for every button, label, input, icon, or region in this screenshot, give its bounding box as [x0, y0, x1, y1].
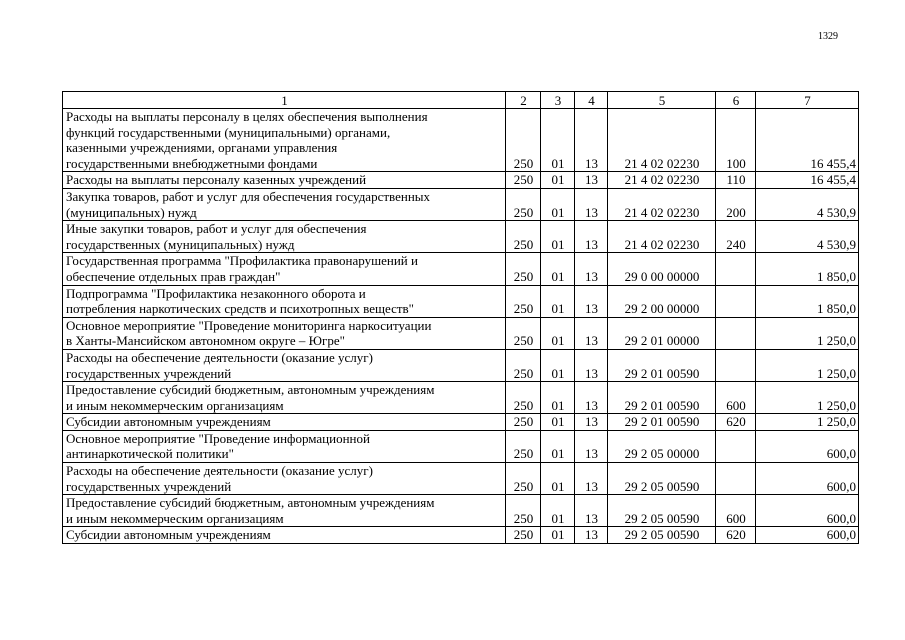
- cell-csr: 21 4 02 02230: [608, 221, 716, 253]
- cell-csr: 29 2 05 00590: [608, 463, 716, 495]
- cell-rz: 01: [541, 430, 575, 462]
- cell-sum: 4 530,9: [756, 188, 859, 220]
- cell-pr: 13: [575, 495, 608, 527]
- cell-rz: 01: [541, 349, 575, 381]
- cell-name: [63, 527, 506, 544]
- cell-name-line: Расходы на обеспечение деятельности (оказание услуг): [66, 463, 373, 479]
- cell-csr: 21 4 02 02230: [608, 109, 716, 172]
- cell-pr: 13: [575, 253, 608, 285]
- table-row: [63, 253, 859, 285]
- cell-sum: 1 250,0: [756, 349, 859, 381]
- cell-name-line: (муниципальных) нужд: [66, 204, 197, 220]
- cell-name-line: Основное мероприятие "Проведение мониторинга наркоситуации: [66, 317, 432, 333]
- cell-rz: 01: [541, 253, 575, 285]
- cell-sum: 1 250,0: [756, 414, 859, 431]
- cell-gr: 250: [506, 349, 541, 381]
- cell-pr: 13: [575, 430, 608, 462]
- cell-gr: 250: [506, 221, 541, 253]
- cell-sum: 600,0: [756, 430, 859, 462]
- cell-csr: 29 2 01 00590: [608, 414, 716, 431]
- header-cell-name: 1: [63, 92, 506, 109]
- cell-rz: 01: [541, 285, 575, 317]
- cell-name-line: казенными учреждениями, органами управления: [66, 140, 338, 156]
- cell-vr: [716, 349, 756, 381]
- cell-gr: 250: [506, 527, 541, 544]
- cell-name-line: Предоставление субсидий бюджетным, автономным учреждениям: [66, 495, 435, 511]
- cell-vr: 600: [716, 495, 756, 527]
- cell-name-line: Субсидии автономным учреждениям: [66, 414, 271, 430]
- cell-sum: 1 250,0: [756, 382, 859, 414]
- cell-name-line: Подпрограмма "Профилактика незаконного оборота и: [66, 285, 366, 301]
- cell-pr: 13: [575, 221, 608, 253]
- cell-csr: 29 2 05 00000: [608, 430, 716, 462]
- cell-vr: 200: [716, 188, 756, 220]
- cell-pr: 13: [575, 414, 608, 431]
- cell-rz: 01: [541, 172, 575, 189]
- cell-sum: 600,0: [756, 495, 859, 527]
- cell-rz: 01: [541, 109, 575, 172]
- cell-name: [63, 414, 506, 431]
- cell-gr: 250: [506, 253, 541, 285]
- cell-sum: 1 250,0: [756, 317, 859, 349]
- cell-vr: [716, 430, 756, 462]
- cell-gr: 250: [506, 285, 541, 317]
- cell-name-line: в Ханты-Мансийском автономном округе – Югре": [66, 333, 345, 349]
- cell-pr: 13: [575, 172, 608, 189]
- cell-name-line: государственных учреждений: [66, 478, 232, 494]
- cell-name-line: потребления наркотических средств и психотропных веществ": [66, 301, 414, 317]
- cell-name: [63, 109, 506, 172]
- table-row: [63, 463, 859, 495]
- cell-pr: 13: [575, 349, 608, 381]
- cell-name: [63, 317, 506, 349]
- cell-name-line: Основное мероприятие "Проведение информационной: [66, 430, 370, 446]
- budget-table: [62, 91, 859, 544]
- cell-name-line: Предоставление субсидий бюджетным, автономным учреждениям: [66, 382, 435, 398]
- cell-gr: 250: [506, 414, 541, 431]
- cell-pr: 13: [575, 285, 608, 317]
- cell-vr: [716, 463, 756, 495]
- cell-sum: 16 455,4: [756, 109, 859, 172]
- cell-gr: 250: [506, 463, 541, 495]
- cell-name-line: государственными внебюджетными фондами: [66, 155, 318, 171]
- cell-rz: 01: [541, 382, 575, 414]
- table-row: [63, 382, 859, 414]
- table-row: [63, 172, 859, 189]
- cell-csr: 29 2 05 00590: [608, 495, 716, 527]
- table-body: [63, 92, 859, 544]
- cell-rz: 01: [541, 317, 575, 349]
- cell-vr: 620: [716, 414, 756, 431]
- header-cell-csr: 5: [608, 92, 716, 109]
- cell-gr: 250: [506, 109, 541, 172]
- header-cell-vr: 6: [716, 92, 756, 109]
- table-row: [63, 414, 859, 431]
- header-cell-pr: 4: [575, 92, 608, 109]
- table-row: [63, 430, 859, 462]
- cell-name: [63, 172, 506, 189]
- cell-name: [63, 463, 506, 495]
- table-header-row: [63, 92, 859, 109]
- cell-name-line: функций государственными (муниципальными) органами,: [66, 124, 391, 140]
- cell-name-line: Иные закупки товаров, работ и услуг для обеспечения: [66, 221, 367, 237]
- cell-pr: 13: [575, 382, 608, 414]
- cell-sum: 1 850,0: [756, 253, 859, 285]
- cell-vr: 100: [716, 109, 756, 172]
- cell-vr: [716, 317, 756, 349]
- cell-name: [63, 430, 506, 462]
- cell-name-line: и иным некоммерческим организациям: [66, 397, 284, 413]
- table-row: [63, 285, 859, 317]
- page-number: 1329: [818, 31, 838, 42]
- cell-name-line: Расходы на выплаты персоналу казенных учреждений: [66, 172, 367, 188]
- cell-gr: 250: [506, 172, 541, 189]
- cell-name: [63, 382, 506, 414]
- cell-csr: 29 2 01 00590: [608, 349, 716, 381]
- cell-csr: 21 4 02 02230: [608, 172, 716, 189]
- cell-vr: 240: [716, 221, 756, 253]
- table-row: [63, 188, 859, 220]
- cell-gr: 250: [506, 430, 541, 462]
- cell-vr: [716, 253, 756, 285]
- table-row: [63, 109, 859, 172]
- cell-csr: 29 0 00 00000: [608, 253, 716, 285]
- cell-vr: 110: [716, 172, 756, 189]
- header-cell-sum: 7: [756, 92, 859, 109]
- cell-name-line: государственных учреждений: [66, 365, 232, 381]
- cell-sum: 4 530,9: [756, 221, 859, 253]
- table-row: [63, 495, 859, 527]
- cell-vr: [716, 285, 756, 317]
- cell-name: [63, 495, 506, 527]
- cell-rz: 01: [541, 463, 575, 495]
- header-cell-gr: 2: [506, 92, 541, 109]
- cell-csr: 29 2 00 00000: [608, 285, 716, 317]
- cell-name: [63, 285, 506, 317]
- cell-csr: 29 2 01 00000: [608, 317, 716, 349]
- cell-pr: 13: [575, 188, 608, 220]
- table-row: [63, 349, 859, 381]
- cell-sum: 16 455,4: [756, 172, 859, 189]
- cell-pr: 13: [575, 463, 608, 495]
- cell-name-line: антинаркотической политики": [66, 446, 234, 462]
- cell-name-line: государственных (муниципальных) нужд: [66, 236, 295, 252]
- cell-gr: 250: [506, 317, 541, 349]
- cell-vr: 600: [716, 382, 756, 414]
- cell-name-line: Субсидии автономным учреждениям: [66, 527, 271, 543]
- cell-csr: 29 2 01 00590: [608, 382, 716, 414]
- cell-vr: 620: [716, 527, 756, 544]
- table-row: [63, 317, 859, 349]
- table-row: [63, 221, 859, 253]
- cell-gr: 250: [506, 382, 541, 414]
- cell-gr: 250: [506, 188, 541, 220]
- header-cell-rz: 3: [541, 92, 575, 109]
- cell-name-line: обеспечение отдельных прав граждан": [66, 268, 281, 284]
- cell-rz: 01: [541, 495, 575, 527]
- cell-csr: 29 2 05 00590: [608, 527, 716, 544]
- cell-name-line: Расходы на выплаты персоналу в целях обеспечения выполнения: [66, 109, 428, 124]
- cell-sum: 600,0: [756, 527, 859, 544]
- cell-name-line: Государственная программа "Профилактика правонарушений и: [66, 253, 418, 269]
- cell-pr: 13: [575, 527, 608, 544]
- cell-sum: 600,0: [756, 463, 859, 495]
- cell-rz: 01: [541, 188, 575, 220]
- cell-name-line: Расходы на обеспечение деятельности (оказание услуг): [66, 349, 373, 365]
- cell-name: [63, 349, 506, 381]
- table-row: [63, 527, 859, 544]
- cell-csr: 21 4 02 02230: [608, 188, 716, 220]
- cell-name-line: и иным некоммерческим организациям: [66, 510, 284, 526]
- cell-pr: 13: [575, 317, 608, 349]
- cell-rz: 01: [541, 414, 575, 431]
- cell-name: [63, 221, 506, 253]
- cell-name: [63, 253, 506, 285]
- cell-rz: 01: [541, 527, 575, 544]
- cell-sum: 1 850,0: [756, 285, 859, 317]
- cell-name: [63, 188, 506, 220]
- cell-gr: 250: [506, 495, 541, 527]
- cell-pr: 13: [575, 109, 608, 172]
- cell-rz: 01: [541, 221, 575, 253]
- cell-name-line: Закупка товаров, работ и услуг для обеспечения государственных: [66, 188, 431, 204]
